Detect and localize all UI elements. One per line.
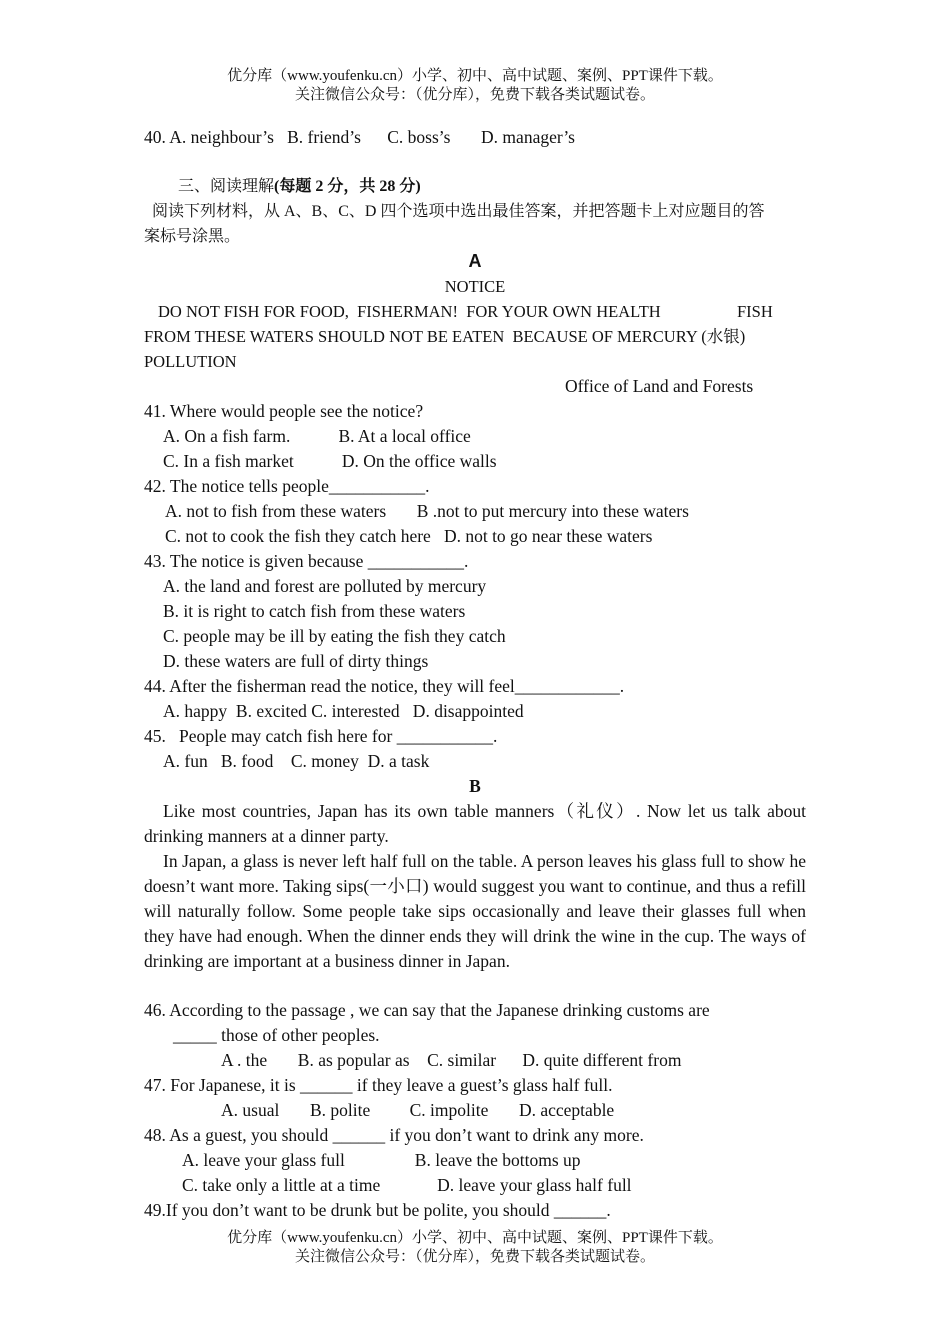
- section-title-cn: 三、阅读理解: [178, 178, 275, 195]
- question-45-options: A. fun B. food C. money D. a task: [163, 751, 430, 771]
- question-45: 45. People may catch fish here for ___________.: [144, 726, 498, 746]
- question-43-option-d: D. these waters are full of dirty things: [163, 651, 429, 671]
- question-44-options: A. happy B. excited C. interested D. disappointed: [163, 701, 524, 721]
- question-46: 46. According to the passage , we can say that the Japanese drinking customs are: [144, 1000, 710, 1020]
- question-42: 42. The notice tells people___________.: [144, 476, 430, 496]
- notice-title: NOTICE: [444, 277, 506, 296]
- question-43-option-b: B. it is right to catch fish from these waters: [163, 601, 466, 621]
- question-48: 48. As a guest, you should ______ if you don’t want to drink any more.: [144, 1125, 644, 1145]
- question-47: 47. For Japanese, it is ______ if they leave a guest’s glass half full.: [144, 1075, 613, 1095]
- notice-line-1b: FISH: [737, 302, 773, 321]
- section-instruction-1: 阅读下列材料，从 A、B、C、D 四个选项中选出最佳答案，并把答题卡上对应题目的答: [152, 203, 765, 220]
- passage-b-para-1: Like most countries, Japan has its own table manners（礼仪）. Now let us talk about drinking manners at a dinner party.: [144, 801, 806, 846]
- notice-line-3: POLLUTION: [144, 352, 237, 371]
- question-42-options-2: C. not to cook the fish they catch here D. not to go near these waters: [165, 526, 653, 546]
- question-48-options-1: A. leave your glass full B. leave the bottoms up: [182, 1150, 581, 1170]
- question-43-option-a: A. the land and forest are polluted by mercury: [163, 576, 487, 596]
- question-41-options-2: C. In a fish market D. On the office walls: [163, 451, 497, 471]
- header-line-1: 优分库（www.youfenku.cn）小学、初中、高中试题、案例、PPT课件下载。: [227, 68, 723, 84]
- question-40: 40. A. neighbour’s B. friend’s C. boss’s D. manager’s: [144, 127, 575, 147]
- question-46-continued: _____ those of other peoples.: [173, 1025, 380, 1045]
- question-41-options-1: A. On a fish farm. B. At a local office: [163, 426, 471, 446]
- header-line-2: 关注微信公众号：（优分库），免费下载各类试题试卷。: [294, 87, 655, 103]
- section-instruction-2: 案标号涂黑。: [144, 228, 241, 245]
- question-47-options: A. usual B. polite C. impolite D. acceptable: [221, 1100, 615, 1120]
- notice-line-2: FROM THESE WATERS SHOULD NOT BE EATEN BECAUSE OF MERCURY (水银): [144, 327, 746, 346]
- question-46-options: A . the B. as popular as C. similar D. quite different from: [221, 1050, 682, 1070]
- passage-a-letter: A: [468, 251, 482, 271]
- section-title: [178, 174, 421, 199]
- section-score: (每题 2 分，共 28 分): [274, 178, 421, 195]
- passage-b-para-2: In Japan, a glass is never left half full on the table. A person leaves his glass full to show he doesn’t want more. Taking sips(一小口) would suggest you want to continue, and thus a refill will naturally follow. Some people take sips occasionally and leave their glasses full when they have had enough. When the dinner ends they will drink the wine in the cup. The ways of drinking are important at a business dinner in Japan.: [144, 851, 806, 971]
- question-48-options-2: C. take only a little at a time D. leave your glass half full: [182, 1175, 632, 1195]
- question-44: 44. After the fisherman read the notice, they will feel____________.: [144, 676, 625, 696]
- footer-line-2: 关注微信公众号：（优分库），免费下载各类试题试卷。: [294, 1249, 655, 1265]
- question-43: 43. The notice is given because ___________.: [144, 551, 469, 571]
- question-41: 41. Where would people see the notice?: [144, 401, 424, 421]
- footer-line-1: 优分库（www.youfenku.cn）小学、初中、高中试题、案例、PPT课件下载。: [227, 1230, 723, 1246]
- passage-b-letter: B: [469, 776, 481, 796]
- question-42-options-1: A. not to fish from these waters B .not to put mercury into these waters: [165, 501, 689, 521]
- notice-line-1: DO NOT FISH FOR FOOD, FISHERMAN! FOR YOUR OWN HEALTH: [158, 302, 661, 321]
- question-49: 49.If you don’t want to be drunk but be polite, you should ______.: [144, 1200, 611, 1220]
- notice-signature: Office of Land and Forests: [565, 376, 754, 396]
- question-43-option-c: C. people may be ill by eating the fish they catch: [163, 626, 506, 646]
